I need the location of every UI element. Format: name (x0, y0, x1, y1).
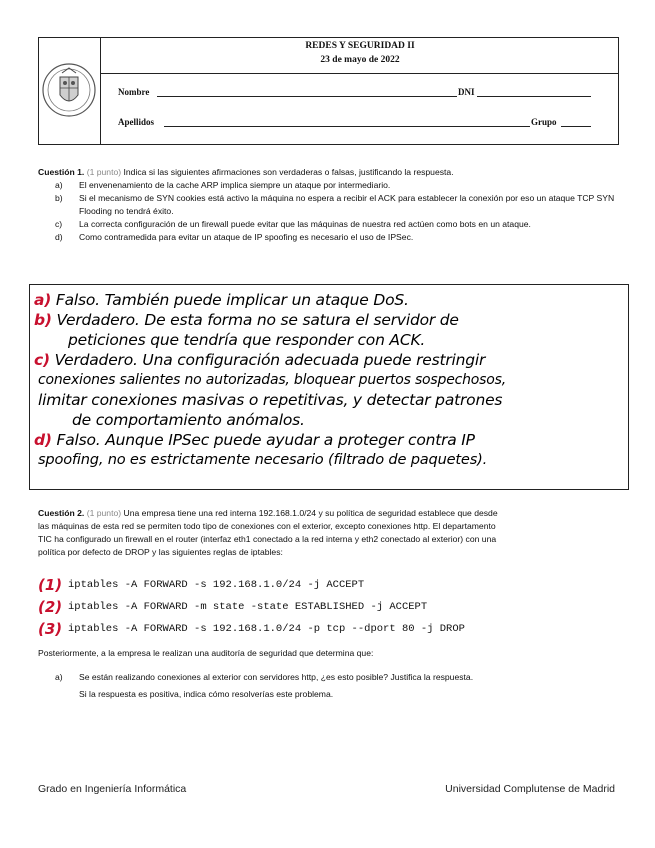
rule-number: (1) (38, 576, 63, 594)
answer-d-key: d) (34, 431, 52, 449)
q1-item-b: b) Si el mecanismo de SYN cookies está activo la máquina no espera a recibir el ACK para establecer la conexión por eso un ataque TCP SYN Flooding no tendrá éxito. (55, 193, 615, 216)
handwritten-answers (34, 288, 626, 470)
answer-c-cont1: conexiones salientes no autorizadas, bloquear puertos sospechosos, (38, 372, 506, 388)
footer-degree: Grado en Ingeniería Informática (38, 783, 187, 795)
header-divider (101, 73, 619, 74)
dni-label: DNI (458, 87, 475, 97)
rule-number: (3) (38, 620, 63, 638)
q2-line1: Una empresa tiene una red interna 192.168.1.0/24 y su política de seguridad establece que desde (123, 508, 498, 518)
dni-field[interactable] (477, 87, 591, 97)
q2-line4: política por defecto de DROP y las siguientes reglas de iptables: (38, 547, 283, 557)
answer-a: Falso. También puede implicar un ataque DoS. (55, 291, 409, 309)
rule-2 (38, 596, 623, 618)
group-field[interactable] (561, 117, 591, 127)
q2-line3: TIC ha configurado un firewall en el router (interfaz eth1 conectado a la red interna y eth2 conectado al exterior) con una (38, 534, 497, 544)
answer-b: Verdadero. De esta forma no se satura el servidor de (56, 311, 459, 329)
rule-number: (2) (38, 598, 63, 616)
exam-date: 23 de mayo de 2022 (320, 55, 400, 65)
q1-item-d: d) Como contramedida para evitar un ataque de IP spoofing es necesario el uso de IPSec. (55, 232, 414, 242)
question-2 (38, 507, 623, 559)
q1-item-c: c) La correcta configuración de un firewall puede evitar que las máquinas de nuestra red actúen como bots en un ataque. (55, 219, 531, 229)
q1-points: (1 punto) (86, 167, 122, 177)
footer-university: Universidad Complutense de Madrid (445, 783, 615, 795)
course-title: REDES Y SEGURIDAD II (305, 41, 415, 51)
q1-item-a: a) El envenenamiento de la cache ARP implica siempre un ataque por intermediario. (55, 180, 391, 190)
rule-command: iptables -A FORWARD -s 192.168.1.0/24 -p tcp --dport 80 -j DROP (68, 623, 465, 635)
answer-c: Verdadero. Una configuración adecuada puede restringir (54, 351, 486, 369)
answer-b-key: b) (34, 311, 52, 329)
surname-label: Apellidos (118, 117, 155, 127)
q2-item-a-text2: Si la respuesta es positiva, indica cómo resolverías este problema. (79, 689, 334, 699)
answer-c-cont2: limitar conexiones masivas o repetitivas, y detectar patrones (38, 391, 503, 409)
answer-b-cont: peticiones que tendría que responder con ACK. (68, 331, 426, 349)
surname-field[interactable] (164, 117, 530, 127)
name-label: Nombre (118, 87, 150, 97)
question-1 (38, 166, 623, 244)
answer-c-key: c) (34, 351, 50, 369)
q2-item-a-key: a) (55, 672, 63, 682)
q2-after-text: Posteriormente, a la empresa le realizan una auditoría de seguridad que determina que: (38, 648, 374, 658)
rule-command: iptables -A FORWARD -s 192.168.1.0/24 -j ACCEPT (68, 579, 365, 591)
answer-d-cont: spoofing, no es estrictamente necesario (filtrado de paquetes). (38, 451, 488, 468)
rule-3 (38, 618, 623, 640)
university-logo (38, 37, 101, 145)
answer-d: Falso. Aunque IPSec puede ayudar a proteger contra IP (56, 431, 475, 449)
name-field[interactable] (157, 87, 457, 97)
q2-item-a-text1: Se están realizando conexiones al exterior con servidores http, ¿es esto posible? Justifica la respuesta. (79, 672, 474, 682)
answer-a-key: a) (34, 291, 52, 309)
rule-1 (38, 574, 623, 596)
iptables-rules (38, 574, 623, 640)
q1-prompt: Indica si las siguientes afirmaciones son verdaderas o falsas, justificando la respuesta. (123, 167, 454, 177)
answer-c-cont3: de comportamiento anómalos. (72, 411, 305, 429)
rule-command: iptables -A FORWARD -m state -state ESTABLISHED -j ACCEPT (68, 601, 428, 613)
q2-item-a (55, 671, 623, 701)
q2-line2: las máquinas de esta red se permiten todo tipo de conexiones con el exterior, excepto conexiones http. El departamento (38, 521, 496, 531)
q2-title: Cuestión 2. (38, 508, 85, 518)
q2-points: (1 punto) (86, 508, 122, 518)
q1-title: Cuestión 1. (38, 167, 85, 177)
group-label: Grupo (531, 117, 557, 127)
